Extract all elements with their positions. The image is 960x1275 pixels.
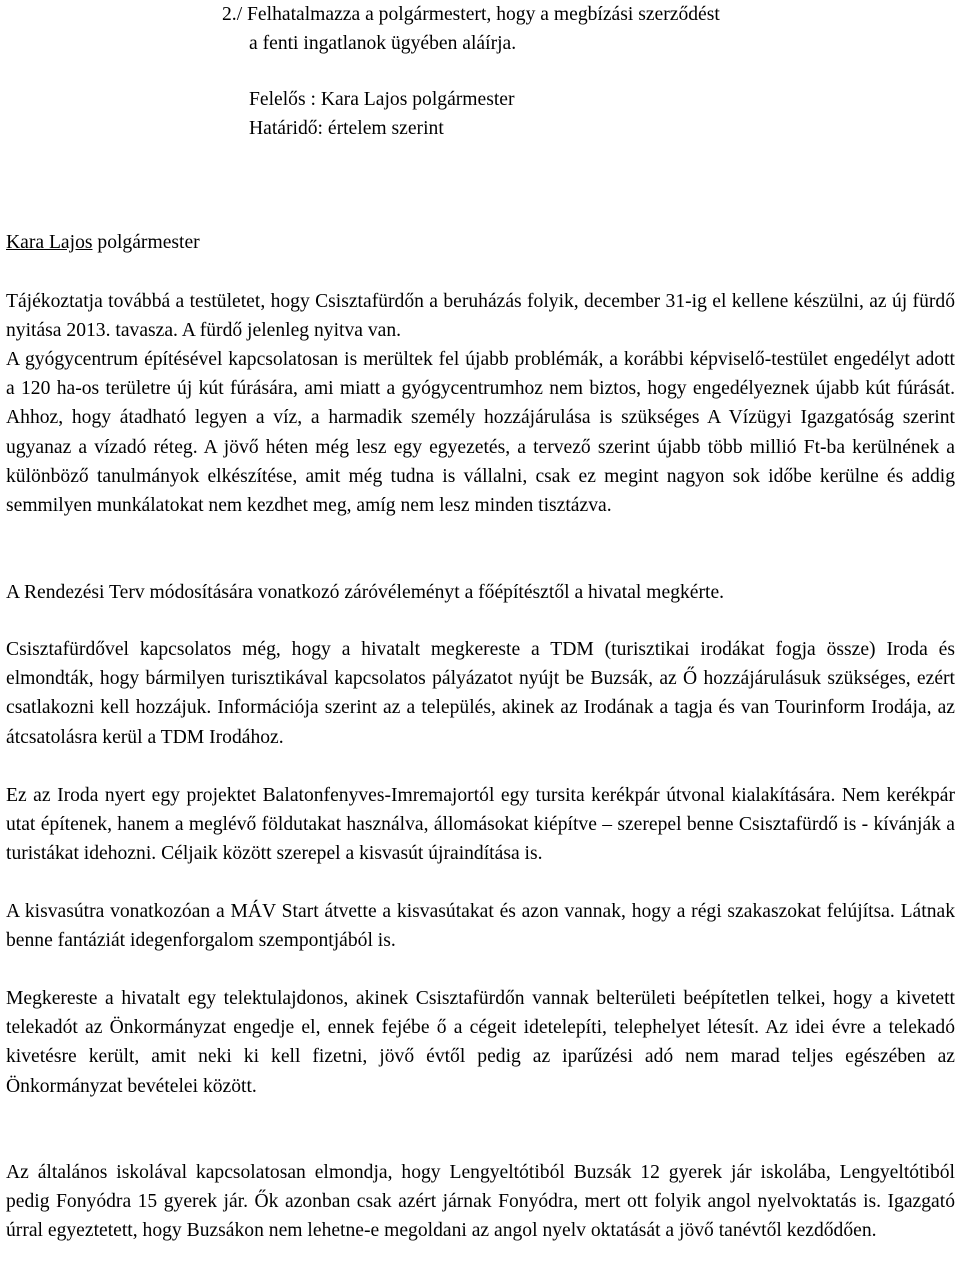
- speaker-name: Kara Lajos: [6, 232, 93, 253]
- speaker-role: polgármester: [92, 232, 200, 253]
- paragraph-spa-construction-intro: Tájékoztatja továbbá a testületet, hogy Csisztafürdőn a beruházás folyik, december 31-ig el kellene készülni, az új fürdő nyitása 2013. tavasza. A fürdő jelenleg nyitva van.: [6, 291, 955, 342]
- paragraph-tdm-office: Csisztafürdővel kapcsolatos még, hogy a hivatalt megkereste a TDM (turisztikai irodákat fogja össze) Iroda és elmondták, hogy bármilyen turisztikával kapcsolatos pályázatot nyújt be Buzsák, az Ő hozzájárulásuk szükséges, ezért csatlakozni kell hozzájuk. Információja szerint az a település, akinek az Irodának a tagja és van Tourinform Irodája, az átcsatolásra kerül a TDM Irodához.: [6, 639, 955, 748]
- deadline: Határidő: értelem szerint: [249, 118, 444, 139]
- resolution-item-2-line-1: 2./ Felhatalmazza a polgármestert, hogy a megbízási szerződést: [222, 4, 720, 25]
- paragraph-health-center: A gyógycentrum építésével kapcsolatosan is merültek fel újabb problémák, a korábbi képviselő-testület engedélyt adott a 120 ha-os területre új kút fúrására, ami miatt a gyógycentrumhoz nem biztos, hogy engedélyeznek újabb kút fúrását. Ahhoz, hogy átadható legyen a víz, a harmadik személy hozzájárulása is szükséges A Vízügyi Igazgatóság szerint ugyanaz a vízadó réteg. A jövő héten még lesz egy egyezetés, a tervező szerint újabb több millió Ft-ba kerülnének a különböző tanulmányok elkészítése, amit még tudna is vállalni, csak ez megint nagyon sok időbe kerülne és addig semmilyen munkálatokat nem kezdhet meg, amíg nem lesz minden tisztázva.: [6, 349, 955, 517]
- speaker-heading: [6, 228, 955, 257]
- paragraph-land-tax: Megkereste a hivatalt egy telektulajdonos, akinek Csisztafürdőn vannak belterületi beépítetlen telkei, hogy a kivetett telekadót az Önkormányzat engedje el, ennek fejébe ő a cégeit idetelepíti, telephelyet létesít. Az idei évre a telekadó kivetésre került, amit neki ki kell fizetni, jövő évtől pedig az iparűzési adó nem marad teljes egészében az Önkormányzat bevételei között.: [6, 988, 955, 1097]
- paragraph-school: Az általános iskolával kapcsolatosan elmondja, hogy Lengyeltótiból Buzsák 12 gyerek jár iskolába, Lengyeltótiból pedig Fonyódra 15 gyerek jár. Ők azonban csak azért járnak Fonyódra, mert ott folyik angol nyelvoktatás is. Igazgató úrral egyeztetett, hogy Buzsákon nem lehetne-e megoldani az angol nyelv oktatását a jövő tanévtől kezdődően.: [6, 1162, 955, 1242]
- paragraph-zoning-plan: A Rendezési Terv módosítására vonatkozó záróvéleményt a főépítésztől a hivatal megkérte.: [6, 582, 725, 603]
- paragraph-narrow-gauge-railway: A kisvasútra vonatkozóan a MÁV Start átvette a kisvasútakat és azon vannak, hogy a régi szakaszokat felújítsa. Látnak benne fantáziát idegenforgalom szempontjából is.: [6, 901, 955, 952]
- resolution-item-2-line-2: a fenti ingatlanok ügyében aláírja.: [249, 33, 517, 54]
- paragraph-bicycle-route: Ez az Iroda nyert egy projektet Balatonfenyves-Imremajortól egy tursita kerékpár útvonal kialakítására. Nem kerékpár utat építenek, hanem a meglévő földutakat használva, állomásokat kiépítve – szerepel benne Csisztafürdő is - kívánják a turistákat idehozni. Céljaik között szerepel a kisvasút újraindítása is.: [6, 785, 955, 865]
- responsible-person: Felelős : Kara Lajos polgármester: [249, 89, 515, 110]
